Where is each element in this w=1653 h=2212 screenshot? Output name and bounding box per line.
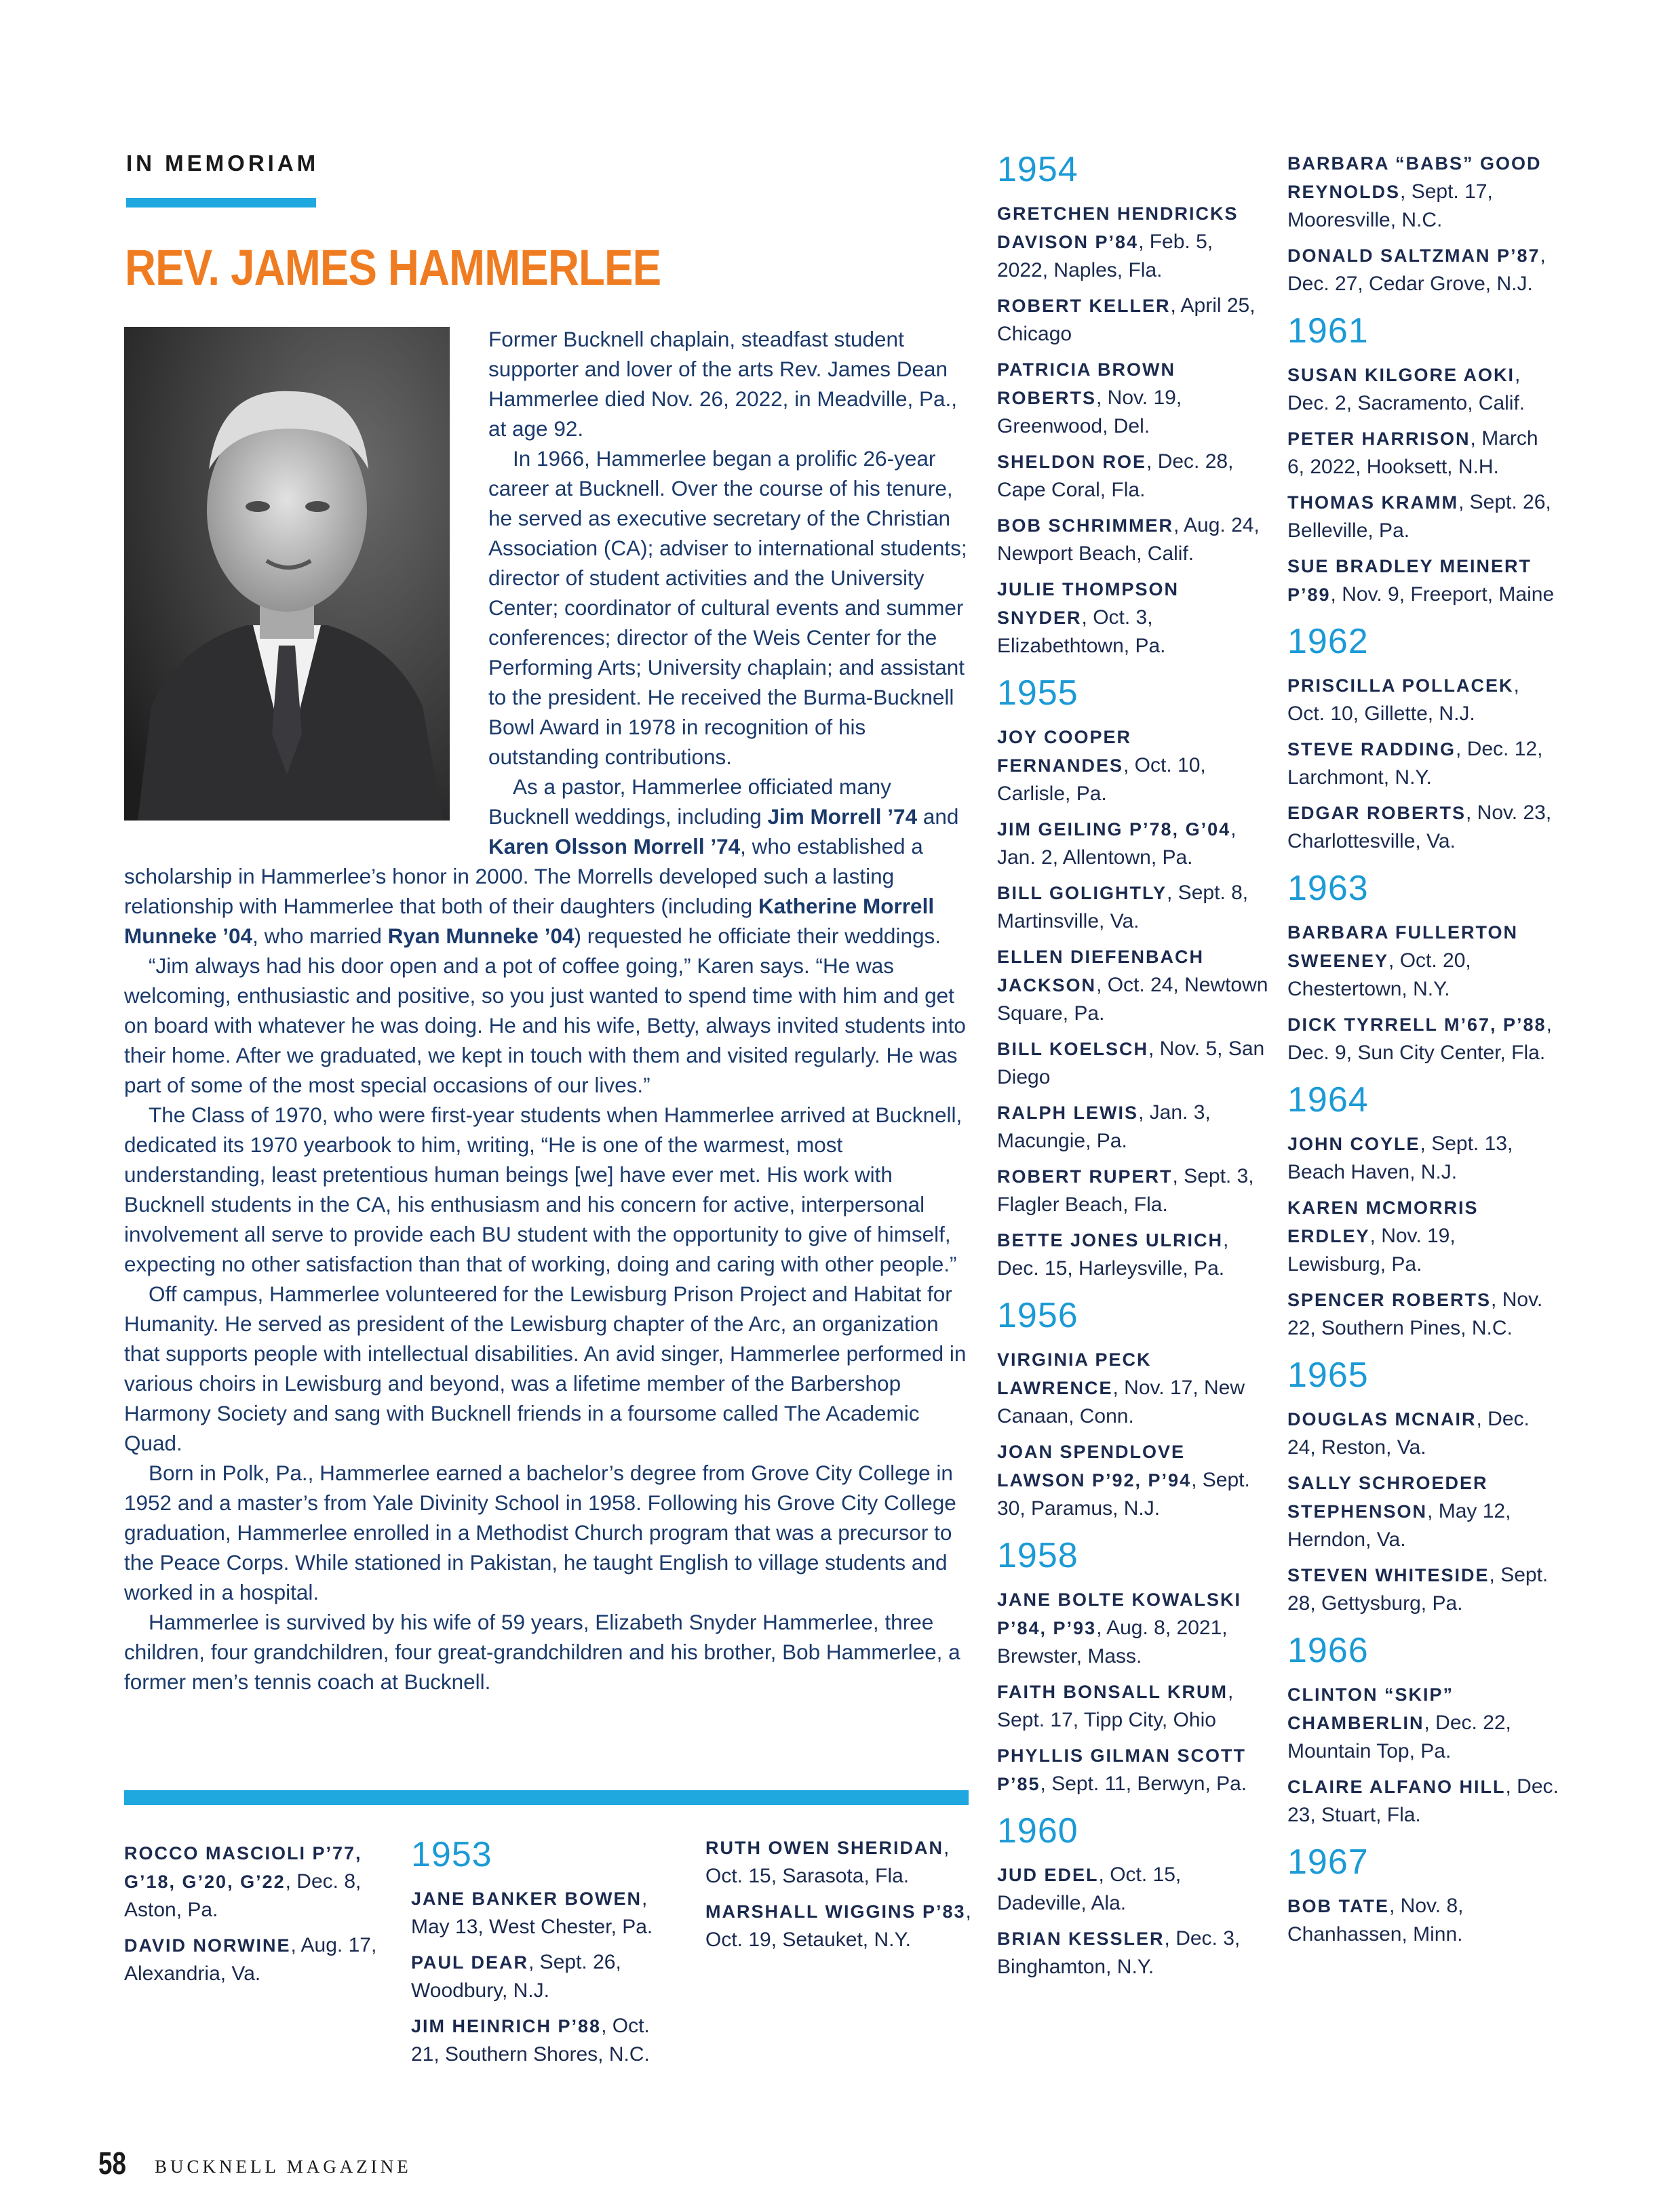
deceased-name: CLINTON “SKIP” CHAMBERLIN: [1287, 1684, 1454, 1733]
article-text: The Class of 1970, who were first-year students when Hammerlee arrived at Bucknell, dedicated its 1970 yearbook to him, writing, “He is one of the warmest, most understanding, least pretentious human beings [we] have ever met. His work with Bucknell students in the CA, his enthusiasm and his concern for active, interpersonal involvement all serve to provide each BU student with the opportunity to give of himself, expecting no other satisfaction than that of working, doing and caring with other people.”: [124, 1103, 962, 1276]
deceased-name: STEVE RADDING: [1287, 739, 1456, 759]
article-text: In 1966, Hammerlee began a prolific 26-year career at Bucknell. Over the course of his tenure, he served as executive secretary of the Christian Association (CA); adviser to international students; director of student activities and the University Center; coordinator of cultural events and summer conferences; director of the Weis Center for the Performing Arts; University chaplain; and assistant to the president. He received the Burma-Bucknell Bowl Award in 1978 in recognition of his outstanding contributions.: [488, 446, 967, 769]
year-heading: 1954: [997, 150, 1078, 189]
section-label: IN MEMORIAM: [126, 151, 319, 176]
deceased-name: PETER HARRISON: [1287, 429, 1471, 449]
obituary-entry: [997, 448, 1268, 505]
article-text: As a pastor, Hammerlee officiated many Bucknell weddings, including: [488, 774, 891, 829]
obituary-entry: [1287, 799, 1559, 856]
obituary-entry: [1287, 1286, 1559, 1343]
obituary-entry: [997, 1438, 1268, 1523]
obituary-entry: [997, 1345, 1268, 1431]
obituary-entry: [997, 511, 1268, 568]
deceased-name: RUTH OWEN SHERIDAN: [705, 1838, 944, 1858]
obituary-entry: [1287, 1561, 1559, 1618]
article-text: Hammerlee is survived by his wife of 59 years, Elizabeth Snyder Hammerlee, three children, four grandchildren, four great-grandchildren and his brother, Bob Hammerlee, a former men’s tennis coach at Bucknell.: [124, 1610, 960, 1694]
photo-wrap-space: [124, 324, 488, 846]
article-text: Born in Polk, Pa., Hammerlee earned a bachelor’s degree from Grove City College in 1952 and a master’s from Yale Divinity School in 1958. Following his Grove City College graduation, Hammerlee enrolled in a Methodist Church program that was a precursor to the Peace Corps. While stationed in Pakistan, he taught English to village students and worked in a hospital.: [124, 1461, 956, 1604]
death-details: , Dec. 22, Mountain Top, Pa.: [1287, 1712, 1511, 1762]
year-heading: 1966: [1287, 1631, 1369, 1670]
section-rule: [126, 198, 316, 208]
death-details: , Aug. 17, Alexandria, Va.: [124, 1934, 377, 1985]
death-details: , Oct. 3, Elizabethtown, Pa.: [997, 606, 1166, 657]
death-details: , Oct. 15, Dadeville, Ala.: [997, 1863, 1182, 1914]
death-details: , Dec. 28, Cape Coral, Fla.: [997, 450, 1234, 501]
death-details: , Dec. 24, Reston, Va.: [1287, 1408, 1530, 1459]
alumni-name: Jim Morrell ’74: [767, 804, 918, 829]
deceased-name: STEVEN WHITESIDE: [1287, 1565, 1490, 1585]
death-details: , Dec. 2, Sacramento, Calif.: [1287, 363, 1525, 414]
deceased-name: MARSHALL WIGGINS P’83: [705, 1901, 966, 1922]
article-text: Off campus, Hammerlee volunteered for the Lewisburg Prison Project and Habitat for Humanity. He served as president of the Lewisburg chapter of the Arc, an organization that supports people with intellectual disabilities. An avid singer, Hammerlee performed in various choirs in Lewisburg and beyond, was a lifetime member of the Barbershop Harmony Society and sang with Bucknell friends in a foursome called The Academic Quad.: [124, 1282, 967, 1455]
death-details: , Dec. 12, Larchmont, N.Y.: [1287, 738, 1543, 789]
deceased-name: KAREN MCMORRIS ERDLEY: [1287, 1198, 1479, 1246]
death-details: , Sept. 26, Belleville, Pa.: [1287, 491, 1551, 542]
article-paragraph: [124, 1279, 969, 1458]
obituary-entry: [997, 355, 1268, 441]
death-details: , Oct. 15, Sarasota, Fla.: [705, 1836, 950, 1887]
deceased-name: PAUL DEAR: [411, 1952, 529, 1973]
deceased-name: PATRICIA BROWN ROBERTS: [997, 359, 1175, 408]
deceased-name: DOUGLAS MCNAIR: [1287, 1409, 1477, 1429]
deceased-name: BARBARA FULLERTON SWEENEY: [1287, 922, 1518, 971]
deceased-name: BARBARA “BABS” GOOD REYNOLDS: [1287, 153, 1542, 202]
death-details: , Aug. 24, Newport Beach, Calif.: [997, 514, 1260, 565]
deceased-name: SUSAN KILGORE AOKI: [1287, 365, 1515, 385]
deceased-name: DAVID NORWINE: [124, 1935, 291, 1956]
obituary-entry: [997, 1099, 1268, 1156]
deceased-name: ROBERT RUPERT: [997, 1166, 1173, 1187]
death-details: , Feb. 5, 2022, Naples, Fla.: [997, 231, 1213, 281]
death-details: , Jan. 2, Allentown, Pa.: [997, 818, 1237, 869]
death-details: , Jan. 3, Macungie, Pa.: [997, 1101, 1211, 1152]
obituary-entry: [1287, 1405, 1559, 1462]
death-details: , Dec. 15, Harleysville, Pa.: [997, 1229, 1229, 1280]
obituary-entry: [997, 1678, 1268, 1735]
death-details: , Dec. 8, Aston, Pa.: [124, 1870, 362, 1921]
obituary-entry: [997, 292, 1268, 349]
deceased-name: ELLEN DIEFENBACH JACKSON: [997, 947, 1205, 995]
deceased-name: PRISCILLA POLLACEK: [1287, 675, 1514, 696]
deceased-name: BETTE JONES ULRICH: [997, 1230, 1224, 1250]
death-details: , Oct. 20, Chestertown, N.Y.: [1287, 949, 1471, 1000]
deceased-name: PHYLLIS GILMAN SCOTT P’85: [997, 1745, 1246, 1794]
death-details: , Oct. 10, Carlisle, Pa.: [997, 754, 1206, 805]
death-details: , Oct. 24, Newtown Square, Pa.: [997, 974, 1268, 1025]
death-details: , Nov. 19, Lewisburg, Pa.: [1287, 1225, 1456, 1276]
death-details: , Dec. 9, Sun City Center, Fla.: [1287, 1013, 1552, 1064]
obituary-entry: [411, 1948, 682, 2005]
death-details: , Dec. 3, Binghamton, N.Y.: [997, 1927, 1241, 1978]
death-details: , Sept. 17, Tipp City, Ohio: [997, 1680, 1234, 1731]
obituary-entry: [1287, 1773, 1559, 1830]
headline: REV. JAMES HAMMERLEE: [125, 239, 661, 296]
deceased-name: FAITH BONSALL KRUM: [997, 1682, 1228, 1702]
deceased-name: JANE BOLTE KOWALSKI P’84, P’93: [997, 1589, 1242, 1638]
year-heading: 1963: [1287, 869, 1369, 908]
article-text: , who established a scholarship in Hammerlee’s honor in 2000. The Morrells developed such a lasting relationship with Hammerlee that both of their daughters (including: [124, 834, 923, 918]
death-details: , Sept. 11, Berwyn, Pa.: [1040, 1773, 1247, 1795]
obituary-entry: [1287, 361, 1559, 418]
death-details: , Nov. 17, New Canaan, Conn.: [997, 1377, 1245, 1427]
deceased-name: JIM GEILING P’78, G’04: [997, 819, 1231, 840]
obituary-column-2: [411, 1834, 682, 2076]
year-heading: 1967: [1287, 1842, 1369, 1882]
deceased-name: CLAIRE ALFANO HILL: [1287, 1777, 1506, 1797]
obituary-entry: [997, 1585, 1268, 1671]
death-details: , Sept. 30, Paramus, N.J.: [997, 1469, 1250, 1520]
article-paragraph: [124, 1100, 969, 1279]
deceased-name: JOHN COYLE: [1287, 1134, 1420, 1154]
obituary-entry: [997, 1035, 1268, 1092]
obituary-entry: [411, 1884, 682, 1941]
page-number: 58: [98, 2146, 126, 2181]
deceased-name: ROCCO MASCIOLI P’77, G’18, G’20, G’22: [124, 1843, 362, 1892]
deceased-name: GRETCHEN HENDRICKS DAVISON P’84: [997, 203, 1239, 252]
year-heading: 1955: [997, 673, 1078, 713]
article-text: , who married: [252, 924, 388, 948]
section-divider: [124, 1790, 969, 1805]
deceased-name: BILL KOELSCH: [997, 1039, 1149, 1059]
obituary-entry: [997, 943, 1268, 1028]
obituary-column-1: [124, 1839, 382, 1995]
death-details: , Sept. 8, Martinsville, Va.: [997, 882, 1249, 932]
obituary-entry: [997, 199, 1268, 285]
deceased-name: JANE BANKER BOWEN: [411, 1889, 642, 1909]
deceased-name: BOB SCHRIMMER: [997, 515, 1173, 536]
death-details: , Nov. 22, Southern Pines, N.C.: [1287, 1288, 1543, 1339]
article-paragraph: [124, 1607, 969, 1697]
deceased-name: JULIE THOMPSON SNYDER: [997, 579, 1180, 628]
obituary-entry: [997, 1861, 1268, 1918]
deceased-name: DONALD SALTZMAN P’87: [1287, 245, 1540, 266]
death-details: , Nov. 5, San Diego: [997, 1038, 1265, 1088]
obituary-entry: [997, 723, 1268, 808]
year-heading: 1956: [997, 1296, 1078, 1335]
death-details: , Sept. 13, Beach Haven, N.J.: [1287, 1132, 1513, 1183]
obituary-entry: [1287, 1469, 1559, 1554]
year-heading: 1960: [997, 1811, 1078, 1851]
obituary-column-5: [1287, 149, 1559, 1956]
year-heading: 1964: [1287, 1080, 1369, 1120]
article-text: Former Bucknell chaplain, steadfast student supporter and lover of the arts Rev. James Dean Hammerlee died Nov. 26, 2022, in Meadville, Pa., at age 92.: [488, 327, 958, 441]
obituary-entry: [997, 879, 1268, 936]
obituary-entry: [997, 815, 1268, 872]
obituary-entry: [1287, 149, 1559, 235]
death-details: , Aug. 8, 2021, Brewster, Mass.: [997, 1617, 1228, 1667]
magazine-name: BUCKNELL MAGAZINE: [155, 2156, 412, 2177]
deceased-name: RALPH LEWIS: [997, 1103, 1138, 1123]
death-details: , Nov. 23, Charlottesville, Va.: [1287, 802, 1552, 852]
obituary-entry: [1287, 1680, 1559, 1766]
obituary-entry: [1287, 241, 1559, 298]
obituary-entry: [1287, 1010, 1559, 1067]
alumni-name: Katherine Morrell Munneke ’04: [124, 894, 935, 948]
death-details: , Sept. 28, Gettysburg, Pa.: [1287, 1564, 1549, 1615]
obituary-entry: [997, 575, 1268, 660]
deceased-name: JOAN SPENDLOVE LAWSON P’92, P’94: [997, 1442, 1192, 1490]
deceased-name: EDGAR ROBERTS: [1287, 803, 1466, 823]
year-heading: 1962: [1287, 622, 1369, 661]
death-details: , Sept. 17, Mooresville, N.C.: [1287, 180, 1493, 231]
deceased-name: JOY COOPER FERNANDES: [997, 727, 1132, 776]
death-details: , Oct. 10, Gillette, N.J.: [1287, 674, 1519, 725]
death-details: , May 13, West Chester, Pa.: [411, 1887, 653, 1938]
death-details: , Sept. 26, Woodbury, N.J.: [411, 1951, 621, 2002]
obituary-entry: [1287, 1130, 1559, 1187]
article-body: [124, 324, 969, 1697]
deceased-name: DICK TYRRELL M’67, P’88: [1287, 1014, 1547, 1035]
obituary-entry: [997, 1226, 1268, 1283]
death-details: , Nov. 9, Freeport, Maine: [1330, 583, 1555, 606]
obituary-entry: [1287, 1892, 1559, 1949]
deceased-name: VIRGINIA PECK LAWRENCE: [997, 1349, 1152, 1398]
obituary-column-4: [997, 149, 1268, 1988]
death-details: , Nov. 8, Chanhassen, Minn.: [1287, 1895, 1464, 1946]
deceased-name: SHELDON ROE: [997, 452, 1147, 472]
alumni-name: Karen Olsson Morrell ’74: [488, 834, 741, 858]
deceased-name: SALLY SCHROEDER STEPHENSON: [1287, 1473, 1488, 1522]
obituary-entry: [1287, 552, 1559, 609]
death-details: , Sept. 3, Flagler Beach, Fla.: [997, 1165, 1254, 1216]
obituary-entry: [1287, 735, 1559, 792]
death-details: , Nov. 19, Greenwood, Del.: [997, 387, 1182, 437]
article-paragraph: [124, 1458, 969, 1607]
deceased-name: BRIAN KESSLER: [997, 1929, 1165, 1949]
deceased-name: SPENCER ROBERTS: [1287, 1290, 1492, 1310]
year-heading: 1953: [411, 1835, 492, 1874]
obituary-entry: [1287, 671, 1559, 728]
death-details: , Dec. 23, Stuart, Fla.: [1287, 1775, 1559, 1826]
article-text: and: [917, 804, 959, 829]
obituary-column-3: [705, 1834, 977, 1961]
death-details: , May 12, Herndon, Va.: [1287, 1500, 1511, 1551]
deceased-name: THOMAS KRAMM: [1287, 492, 1458, 513]
year-heading: 1961: [1287, 311, 1369, 351]
obituary-entry: [411, 2012, 682, 2069]
deceased-name: JUD EDEL: [997, 1865, 1099, 1885]
obituary-entry: [1287, 918, 1559, 1004]
death-details: , Oct. 19, Setauket, N.Y.: [705, 1900, 971, 1951]
year-heading: 1958: [997, 1536, 1078, 1575]
year-heading: 1965: [1287, 1356, 1369, 1395]
death-details: , March 6, 2022, Hooksett, N.H.: [1287, 427, 1538, 478]
deceased-name: BILL GOLIGHTLY: [997, 883, 1167, 903]
deceased-name: SUE BRADLEY MEINERT P’89: [1287, 556, 1532, 605]
deceased-name: JIM HEINRICH P’88: [411, 2016, 602, 2036]
death-details: , April 25, Chicago: [997, 294, 1256, 345]
obituary-entry: [997, 1924, 1268, 1981]
obituary-entry: [997, 1741, 1268, 1798]
death-details: , Oct. 21, Southern Shores, N.C.: [411, 2015, 650, 2066]
obituary-entry: [1287, 1193, 1559, 1279]
obituary-entry: [124, 1839, 382, 1924]
deceased-name: BOB TATE: [1287, 1896, 1389, 1916]
deceased-name: ROBERT KELLER: [997, 296, 1171, 316]
article-text: “Jim always had his door open and a pot of coffee going,” Karen says. “He was welcoming, enthusiastic and positive, so you just wanted to spend time with him and get on board with whatever he was doing. He and his wife, Betty, always invited students into their home. After we graduated, we kept in touch with them and visited regularly. He was part of some of the most special occasions of our lives.”: [124, 953, 966, 1097]
obituary-entry: [705, 1897, 977, 1954]
article-paragraph: [124, 951, 969, 1100]
article-text: ) requested he officiate their weddings.: [574, 924, 941, 948]
obituary-entry: [124, 1931, 382, 1988]
obituary-entry: [1287, 424, 1559, 481]
obituary-entry: [997, 1162, 1268, 1219]
alumni-name: Ryan Munneke ’04: [387, 924, 575, 948]
death-details: , Dec. 27, Cedar Grove, N.J.: [1287, 244, 1546, 295]
obituary-entry: [1287, 488, 1559, 545]
obituary-entry: [705, 1834, 977, 1891]
